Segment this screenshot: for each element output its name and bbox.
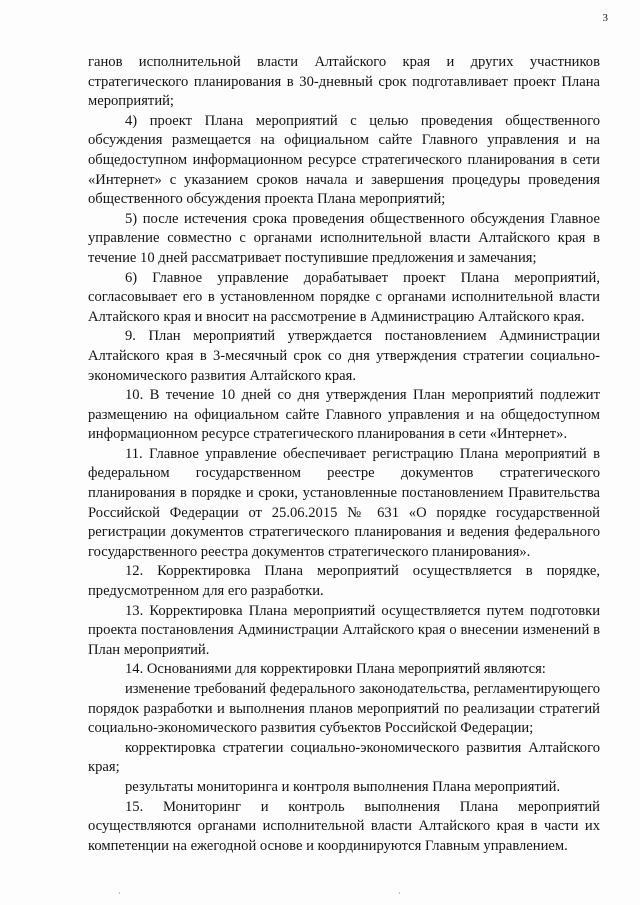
paragraph-item-4: 4) проект Плана мероприятий с целью проведения общественного обсуждения размещается на официальном сайте Главного управления и на общедоступном информационном ресурсе стратегического планирования в сети «Интернет» с указанием сроков начала и завершения процедуры проведения общественного обсуждения проекта Плана мероприятий;	[88, 112, 600, 208]
page-number: 3	[602, 12, 608, 24]
paragraph-13: 13. Корректировка Плана мероприятий осуществляется путем подготовки проекта постановления Администрации Алтайского края о внесении изменений в План мероприятий.	[88, 602, 600, 658]
paragraph-11: 11. Главное управление обеспечивает регистрацию Плана мероприятий в федеральном государственном реестре документов стратегического планирования в порядке и сроки, установленные постановлением Правительства Российской Федерации от 25.06.2015 № 631 «О порядке государственной регистрации документов стратегического планирования и ведения федерального государственного реестра документов стратегического планирования».	[88, 445, 600, 560]
paragraph-item-5: 5) после истечения срока проведения общественного обсуждения Главное управление совместно с органами исполнительной власти Алтайского края в течение 10 дней рассматривает поступившие предложения и замечания;	[88, 210, 600, 266]
scan-speck: ·	[398, 889, 401, 898]
paragraph-item-6: 6) Главное управление дорабатывает проект Плана мероприятий, согласовывает его в установленном порядке с органами исполнительной власти Алтайского края и вносит на рассмотрение в Администрацию Алтайского края.	[88, 269, 600, 325]
paragraph-14-basis-3: результаты мониторинга и контроля выполнения Плана мероприятий.	[125, 778, 561, 795]
paragraph-14-basis-2: корректировка стратегии социально-экономического развития Алтайского края;	[88, 739, 600, 776]
paragraph-10: 10. В течение 10 дней со дня утверждения План мероприятий подлежит размещению на официальном сайте Главного управления и на общедоступном информационном ресурсе стратегического планирования в сети «Интернет».	[88, 387, 600, 443]
paragraph-14: 14. Основаниями для корректировки Плана мероприятий являются:	[125, 661, 546, 678]
document-body	[88, 53, 600, 856]
paragraph-12: 12. Корректировка Плана мероприятий осуществляется в порядке, предусмотренном для его разработки.	[88, 563, 600, 600]
paragraph-15: 15. Мониторинг и контроль выполнения Плана мероприятий осуществляются органами исполнительной власти Алтайского края в части их компетенции на ежегодной основе и координируются Главным управлением.	[88, 798, 600, 854]
scan-speck: ·	[118, 889, 121, 898]
paragraph-continuation: ганов исполнительной власти Алтайского края и других участников стратегического планирования в 30-дневный срок подготавливает проект Плана мероприятий;	[88, 54, 600, 110]
paragraph-9: 9. План мероприятий утверждается постановлением Администрации Алтайского края в 3-месячный срок со дня утверждения стратегии социально-экономического развития Алтайского края.	[88, 328, 600, 384]
paragraph-14-basis-1: изменение требований федерального законодательства, регламентирующего порядок разработки и выполнения планов мероприятий по реализации стратегий социально-экономического развития субъектов Российской Федерации;	[88, 681, 600, 737]
